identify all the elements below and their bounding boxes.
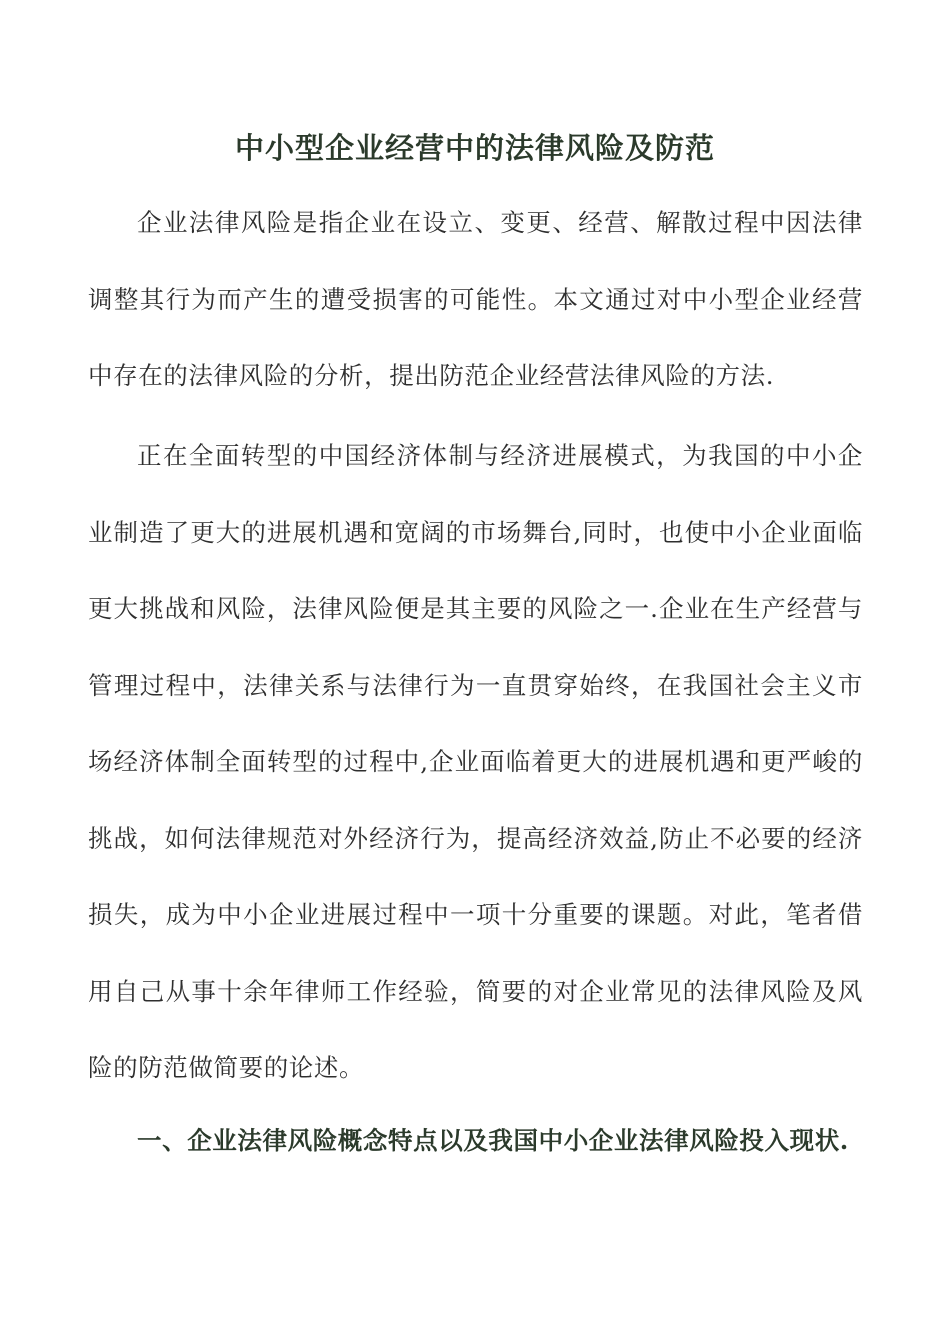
paragraph-background: 正在全面转型的中国经济体制与经济进展模式，为我国的中小企业制造了更大的进展机遇和宽阔的市场舞台,同时，也使中小企业面临更大挑战和风险，法律风险便是其主要的风险之一.企业在生产经营与管理过程中，法律关系与法律行为一直贯穿始终，在我国社会主义市场经济体制全面转型的过程中,企业面临着更大的进展机遇和更严峻的挑战，如何法律规范对外经济行为，提高经济效益,防止不必要的经济损失，成为中小企业进展过程中一项十分重要的课题。对此，笔者借用自己从事十余年律师工作经验，简要的对企业常见的法律风险及风险的防范做简要的论述。 bbox=[88, 441, 863, 1082]
section-heading-1: 一、企业法律风险概念特点以及我国中小企业法律风险投入现状. bbox=[137, 1126, 849, 1155]
document-title: 中小型企业经营中的法律风险及防范 bbox=[234, 131, 715, 165]
paragraph-intro: 企业法律风险是指企业在设立、变更、经营、解散过程中因法律调整其行为而产生的遭受损害的可能性。本文通过对中小型企业经营中存在的法律风险的分析，提出防范企业经营法律风险的方法. bbox=[88, 208, 863, 390]
